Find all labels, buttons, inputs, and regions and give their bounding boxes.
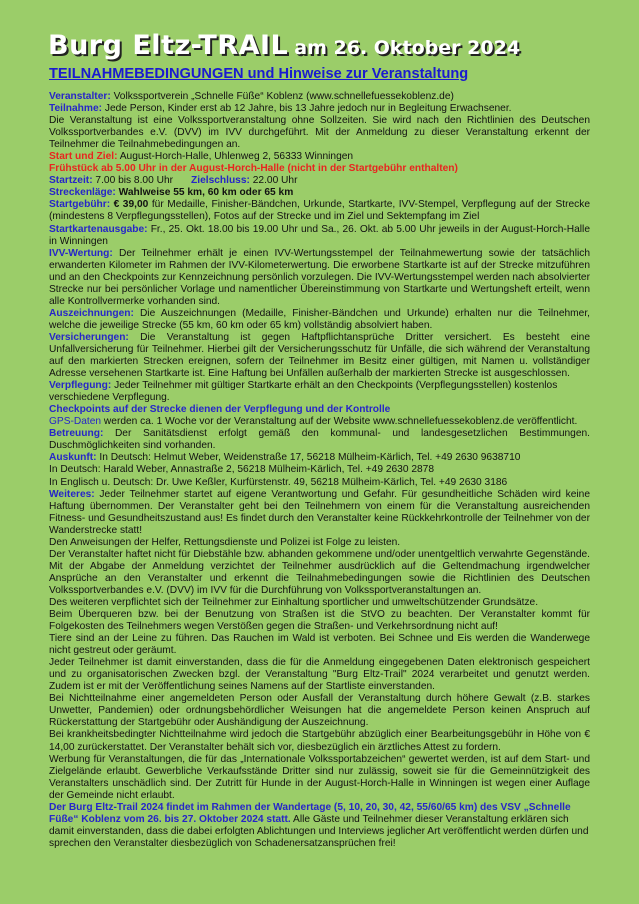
section-startgebuehr [49,199,590,223]
section-ivv-wertung [49,248,590,308]
text-startkartenausgabe: Fr., 25. Okt. 18.00 bis 19.00 Uhr und Sa., 26. Okt. ab 5.00 Uhr jeweils in der August-Horch-Halle in Winningen [49,223,590,247]
text-weiteres: Jeder Teilnehmer startet auf eigene Verantwortung und Gefahr. Für gesundheitliche Schäden wird keine Haftung übernommen. Der Veranstalter geht bei den Teilnehmern von einem für die Veranstaltung ausreichenden Fitness- und Gesundheitszustand aus! Es findet durch den Veranstalter keine Rückkehrkontrolle der Teilnehmer von der Wanderstrecke statt! [49,488,590,536]
label-ivv-wertung: IVV-Wertung: [49,247,113,259]
auskunft-line-3: In Englisch u. Deutsch: Dr. Uwe Keßler, Kurfürstenstr. 49, 56218 Mülheim-Kärlich, Tel. +49 2630 3186 [49,476,508,488]
paragraph-grundsaetze: Des weiteren verpflichtet sich der Teilnehmer zur Einhaltung sportlicher und umweltschützender Grundsätze. [49,596,539,608]
label-verpflegung: Verpflegung: [49,380,112,392]
label-betreuung: Betreuung: [49,428,104,440]
text-versicherungen: Die Veranstaltung ist gegen Haftpflichtansprüche Dritter versichert. Es besteht eine Unfallversicherung für Teilnehmer. Hierbei gilt der Versicherungsschutz für Unfälle, die sich während der Veranstaltung auf den markierten Strecken ereignen, sofern der Teilnehmer im Besitz einer gültigen, mit Namen u. vollständiger Adresse versehenen Startkarte ist. Eine Haftung bei Unfällen außerhalb der markierten Strecke ist ausgeschlossen. [49,331,590,380]
text-start-ziel: August-Horch-Halle, Uhlenweg 2, 56333 Winningen [117,151,354,163]
conditions-body [49,91,590,850]
section-streckenlaege [49,187,590,199]
section-start-ziel [49,151,590,163]
page-subtitle: TEILNAHMEBEDINGUNGEN und Hinweise zur Veranstaltung [49,66,469,82]
text-veranstalter: Volkssportverein „Schnelle Füße“ Koblenz (www.schnellefuessekoblenz.de) [110,91,454,102]
text-auszeichnungen: Die Auszeichnungen (Medaille, Finisher-Bändchen und Urkunde) erhalten nur die Teilnehmer, welche die jeweilige Strecke (55 km, 60 km oder 65 km) vollständig absolviert haben. [49,307,590,331]
label-veranstalter: Veranstalter: [49,91,111,102]
auskunft-line-1: In Deutsch: Helmut Weber, Weidenstraße 17, 56218 Mülheim-Kärlich, Tel. +49 2630 9638710 [96,452,521,464]
label-startkartenausgabe: Startkartenausgabe: [49,223,148,235]
label-startzeit: Startzeit: [49,175,93,187]
paragraph-stvo: Beim Überqueren bzw. bei der Benutzung von Straßen ist die StVO zu beachten. Der Veranstalter kommt für Folgekosten des Teilnehmers wegen Verstößen gegen die Straßen- und Verkehrsordnung nicht auf! [49,609,590,633]
notice-fruehstueck: Frühstück ab 5.00 Uhr in der August-Horch-Halle (nicht in der Startgebühr enthalten) [49,163,458,175]
paragraph-nichtteilnahme: Bei Nichtteilnahme einer angemeldeten Person oder Ausfall der Veranstaltung durch höhere Gewalt (z.B. starkes Unwetter, Pandemien) oder ordnungsbehördlicher Weisungen hat die angemeldete Person keinen Anspruch auf Rückerstattung der Startgebühr oder Aushändigung der Auszeichnung. [49,693,590,729]
label-auszeichnungen: Auszeichnungen: [49,307,134,319]
section-auskunft [49,452,590,464]
label-gps: GPS-Daten [49,416,102,428]
label-streckenlaege: Streckenläge: [49,187,116,199]
section-gps [49,416,590,428]
paragraph-krankheit: Bei krankheitsbedingter Nichtteilnahme wird jedoch die Startgebühr abzüglich einer Bearbeitungsgebühr in Höhe von € 14,00 zurückerstattet. Der Veranstalter behält sich vor, diesbezüglich ein ärztliches Attest zu fordern. [49,729,590,753]
auskunft-line-2: In Deutsch: Harald Weber, Annastraße 2, 56218 Mülheim-Kärlich, Tel. +49 2630 2878 [49,464,434,476]
paragraph-werbung: Werbung für Veranstaltungen, die für das „Internationale Volkssportabzeichen“ gewertet werden, ist auf dem Start- und Zielgelände erlaubt. Gewerbliche Verkaufsstände Dritter sind nur zulässig, soweit sie für die Gemeinnützigkeit des Veranstalters unschädlich sind. Der Zutritt für Hunde in der August-Horch-Halle in Winningen ist wegen einer Auflage der Gemeinde nicht erlaubt. [49,753,590,801]
section-weiteres [49,489,590,537]
text-verpflegung: Jeder Teilnehmer mit gültiger Startkarte erhält an den Checkpoints (Verpflegungsstellen) kostenlos verschiedene Verpflegung. [49,380,558,404]
label-auskunft: Auskunft: [49,452,97,464]
title-date: am 26. Oktober 2024 [294,37,521,59]
highlight-wandertage: Der Burg Eltz-Trail 2024 findet im Rahmen der Wandertage (5, 10, 20, 30, 42, 55/60/65 km) des VSV „Schnelle Füße“ Koblenz vom 26. bis 27. Oktober 2024 statt. [49,801,571,825]
section-veranstalter [49,91,590,103]
amount-startgebuehr: € 39,00 [110,199,149,211]
paragraph-tiere: Tiere sind an der Leine zu führen. Das Rauchen im Wald ist verboten. Bei Schnee und Eis werden die Wanderwege nicht gestreut oder geräumt. [49,633,590,657]
section-startkartenausgabe [49,224,590,248]
label-start-ziel: Start und Ziel: [49,151,118,163]
label-startgebuehr: Startgebühr: [49,199,111,211]
text-zielschluss: 22.00 Uhr [249,175,298,187]
page-title [48,30,608,65]
section-verpflegung [49,380,590,404]
section-startzeit [49,175,590,187]
section-versicherungen [49,332,590,380]
text-ivv-wertung: Der Teilnehmer erhält je einen IVV-Wertungsstempel der Teilnahmewertung sowie der tatsächlich erwanderten Kilometer im Rahmen der IVV-Kilometerwertung. Die erworbene Startkarte ist auf der Strecke mitzuführen und an den Checkpoints zur Kennzeichnung persönlich vorzulegen. Die IVV-Wertungsstempel werden nach absolvierter Strecke nur bei persönlicher Vorlage und namentlicher Übereinstimmung von Startkarte und Wertungsheft erteilt, wenn alle Kontrollvermerke vorhanden sind. [49,247,590,307]
text-betreuung: Der Sanitätsdienst erfolgt gemäß den kommunal- und landesgesetzlichen Bestimmungen. Duschmöglichkeiten sind vorhanden. [49,428,590,452]
paragraph-richtlinien: Die Veranstaltung ist eine Volkssportveranstaltung ohne Sollzeiten. Sie wird nach den Richtlinien des Deutschen Volkssportverbandes e.V. (DVV) im IVV durchgeführt. Mit der Anmeldung zu dieser Veranstaltung erkennt der Teilnehmer die Teilnahmebedingungen an. [49,115,590,151]
paragraph-haftung: Der Veranstalter haftet nicht für Diebstähle bzw. abhanden gekommene und/oder unentgeltlich verwahrte Gegenstände. Mit der Abgabe der Anmeldung verzichtet der Teilnehmer ausdrücklich auf die Geltendmachung irgendwelcher Ansprüche an den Veranstalter und erkennt die Teilnahmebedingungen sowie die Richtlinien des Deutschen Volkssportverbandes e.V. (DVV) im IVV für die Durchführung von Volkssportveranstaltungen an. [49,548,590,596]
title-main: Burg Eltz-TRAIL [48,30,289,61]
text-teilnahme: Jede Person, Kinder erst ab 12 Jahre, bis 13 Jahre jedoch nur in Begleitung Erwachsener. [102,103,512,115]
text-gps: werden ca. 1 Woche vor der Veranstaltung auf der Website www.schnellefuessekoblenz.de veröffentlicht. [101,416,578,428]
section-wandertage [49,802,590,850]
text-startgebuehr: für Medaille, Finisher-Bändchen, Urkunde, Startkarte, IVV-Stempel, Verpflegung auf der Strecke (mindestens 8 Verpflegungsstellen), Fotos auf der Strecke und im Ziel und Sektempfang im Ziel [49,199,590,223]
text-wandertage: Alle Gäste und Teilnehmer dieser Veranstaltung erklären sich damit einverstanden, dass die dabei erfolgten Ablichtungen und Interviews jeglicher Art veröffentlicht werden dürfen und sprechen den Veranstalter diesbezüglich von Schadenersatzansprüchen frei! [49,813,589,849]
section-auszeichnungen [49,308,590,332]
text-streckenlaege: Wahlweise 55 km, 60 km oder 65 km [115,187,294,199]
paragraph-daten: Jeder Teilnehmer ist damit einverstanden, dass die für die Anmeldung eingegebenen Daten elektronisch gespeichert und zu organisatorischen Zwecken bzgl. der Veranstaltung "Burg Eltz-Trail" 2024 verarbeitet und genutzt werden. Zudem ist er mit der Veröffentlichung seines Namens auf der Startliste einverstanden. [49,657,590,693]
label-versicherungen: Versicherungen: [49,331,129,343]
section-teilnahme [49,103,590,115]
paragraph-anweisungen: Den Anweisungen der Helfer, Rettungsdienste und Polizei ist Folge zu leisten. [49,536,401,548]
label-weiteres: Weiteres: [49,488,95,500]
section-betreuung [49,428,590,452]
text-startzeit: 7.00 bis 8.00 Uhr [92,175,174,187]
label-zielschluss: Zielschluss: [191,175,250,187]
label-teilnahme: Teilnahme: [49,103,103,115]
notice-checkpoints: Checkpoints auf der Strecke dienen der Verpflegung und der Kontrolle [49,404,391,416]
